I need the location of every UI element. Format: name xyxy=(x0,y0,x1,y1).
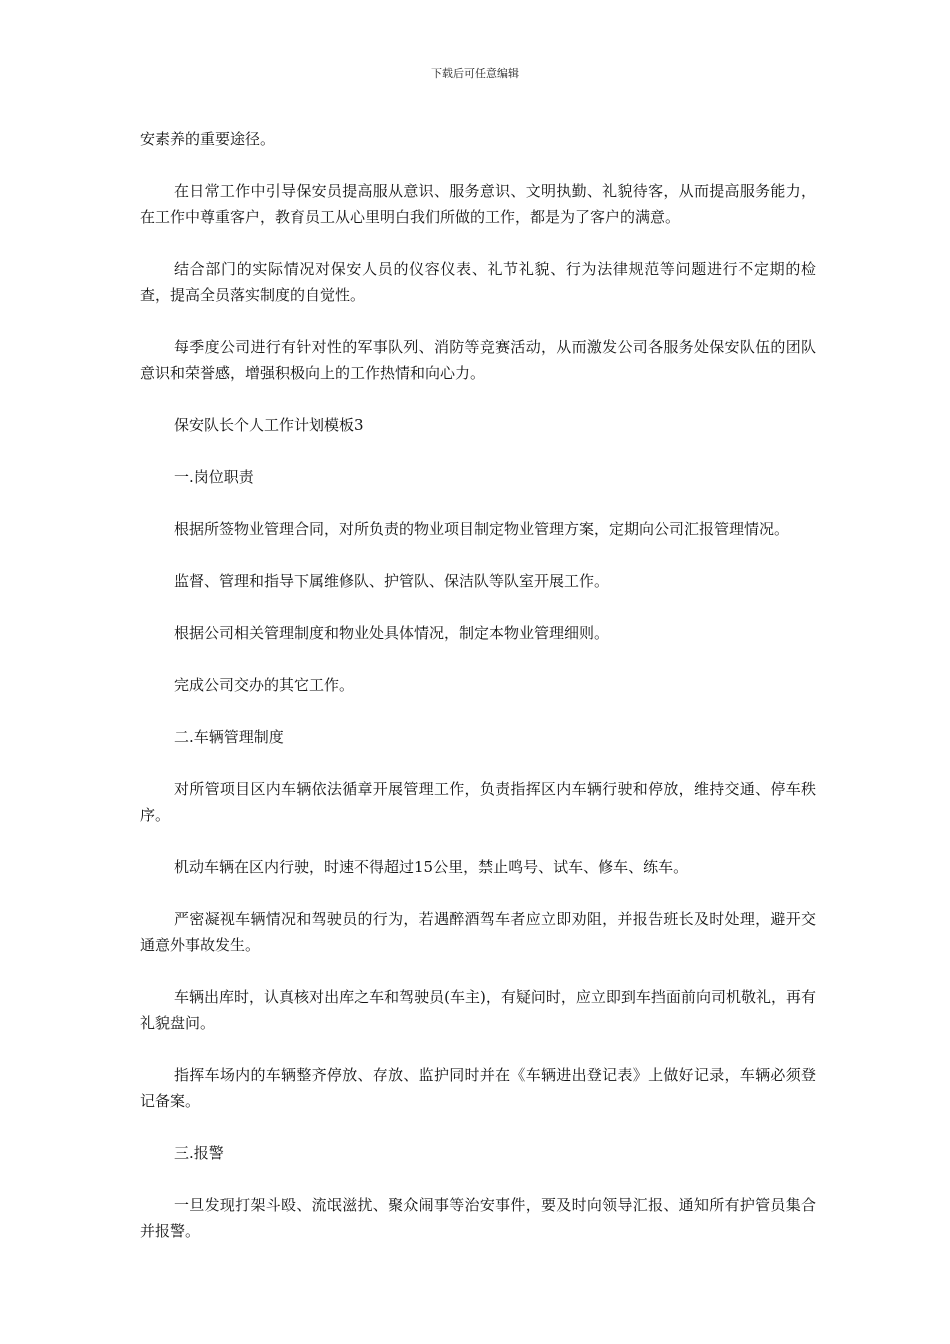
section-title: 保安队长个人工作计划模板3 xyxy=(174,416,364,434)
paragraph: 完成公司交办的其它工作。 xyxy=(174,676,355,694)
paragraph: 结合部门的实际情况对保安人员的仪容仪表、礼节礼貌、行为法律规范等问题进行不定期的检查，提高全员落实制度的自觉性。 xyxy=(140,260,816,304)
page-header: 下载后可任意编辑 xyxy=(431,67,519,80)
paragraph: 安素养的重要途径。 xyxy=(140,130,276,148)
paragraph: 严密凝视车辆情况和驾驶员的行为，若遇醉酒驾车者应立即劝阻，并报告班长及时处理，避开交通意外事故发生。 xyxy=(140,910,816,954)
section-heading: 一.岗位职责 xyxy=(174,468,254,486)
section-heading: 三.报警 xyxy=(174,1144,224,1162)
paragraph: 指挥车场内的车辆整齐停放、存放、监护同时并在《车辆进出登记表》上做好记录，车辆必须登记备案。 xyxy=(140,1066,816,1110)
paragraph: 根据所签物业管理合同，对所负责的物业项目制定物业管理方案，定期向公司汇报管理情况。 xyxy=(174,520,790,538)
paragraph: 一旦发现打架斗殴、流氓滋扰、聚众闹事等治安事件，要及时向领导汇报、通知所有护管员集合并报警。 xyxy=(140,1196,816,1240)
paragraph: 监督、管理和指导下属维修队、护管队、保洁队等队室开展工作。 xyxy=(174,572,610,590)
paragraph: 每季度公司进行有针对性的军事队列、消防等竞赛活动，从而激发公司各服务处保安队伍的团队意识和荣誉感，增强积极向上的工作热情和向心力。 xyxy=(140,338,816,382)
paragraph: 根据公司相关管理制度和物业处具体情况，制定本物业管理细则。 xyxy=(174,624,610,642)
paragraph: 在日常工作中引导保安员提高服从意识、服务意识、文明执勤、礼貌待客，从而提高服务能力，在工作中尊重客户，教育员工从心里明白我们所做的工作，都是为了客户的满意。 xyxy=(140,182,816,226)
section-heading: 二.车辆管理制度 xyxy=(174,728,284,746)
document-body xyxy=(140,126,816,1270)
paragraph: 机动车辆在区内行驶，时速不得超过15公里，禁止鸣号、试车、修车、练车。 xyxy=(174,858,689,876)
paragraph: 对所管项目区内车辆依法循章开展管理工作，负责指挥区内车辆行驶和停放，维持交通、停车秩序。 xyxy=(140,780,816,824)
paragraph: 车辆出库时，认真核对出库之车和驾驶员(车主)，有疑问时，应立即到车挡面前向司机敬礼，再有礼貌盘问。 xyxy=(140,988,816,1032)
